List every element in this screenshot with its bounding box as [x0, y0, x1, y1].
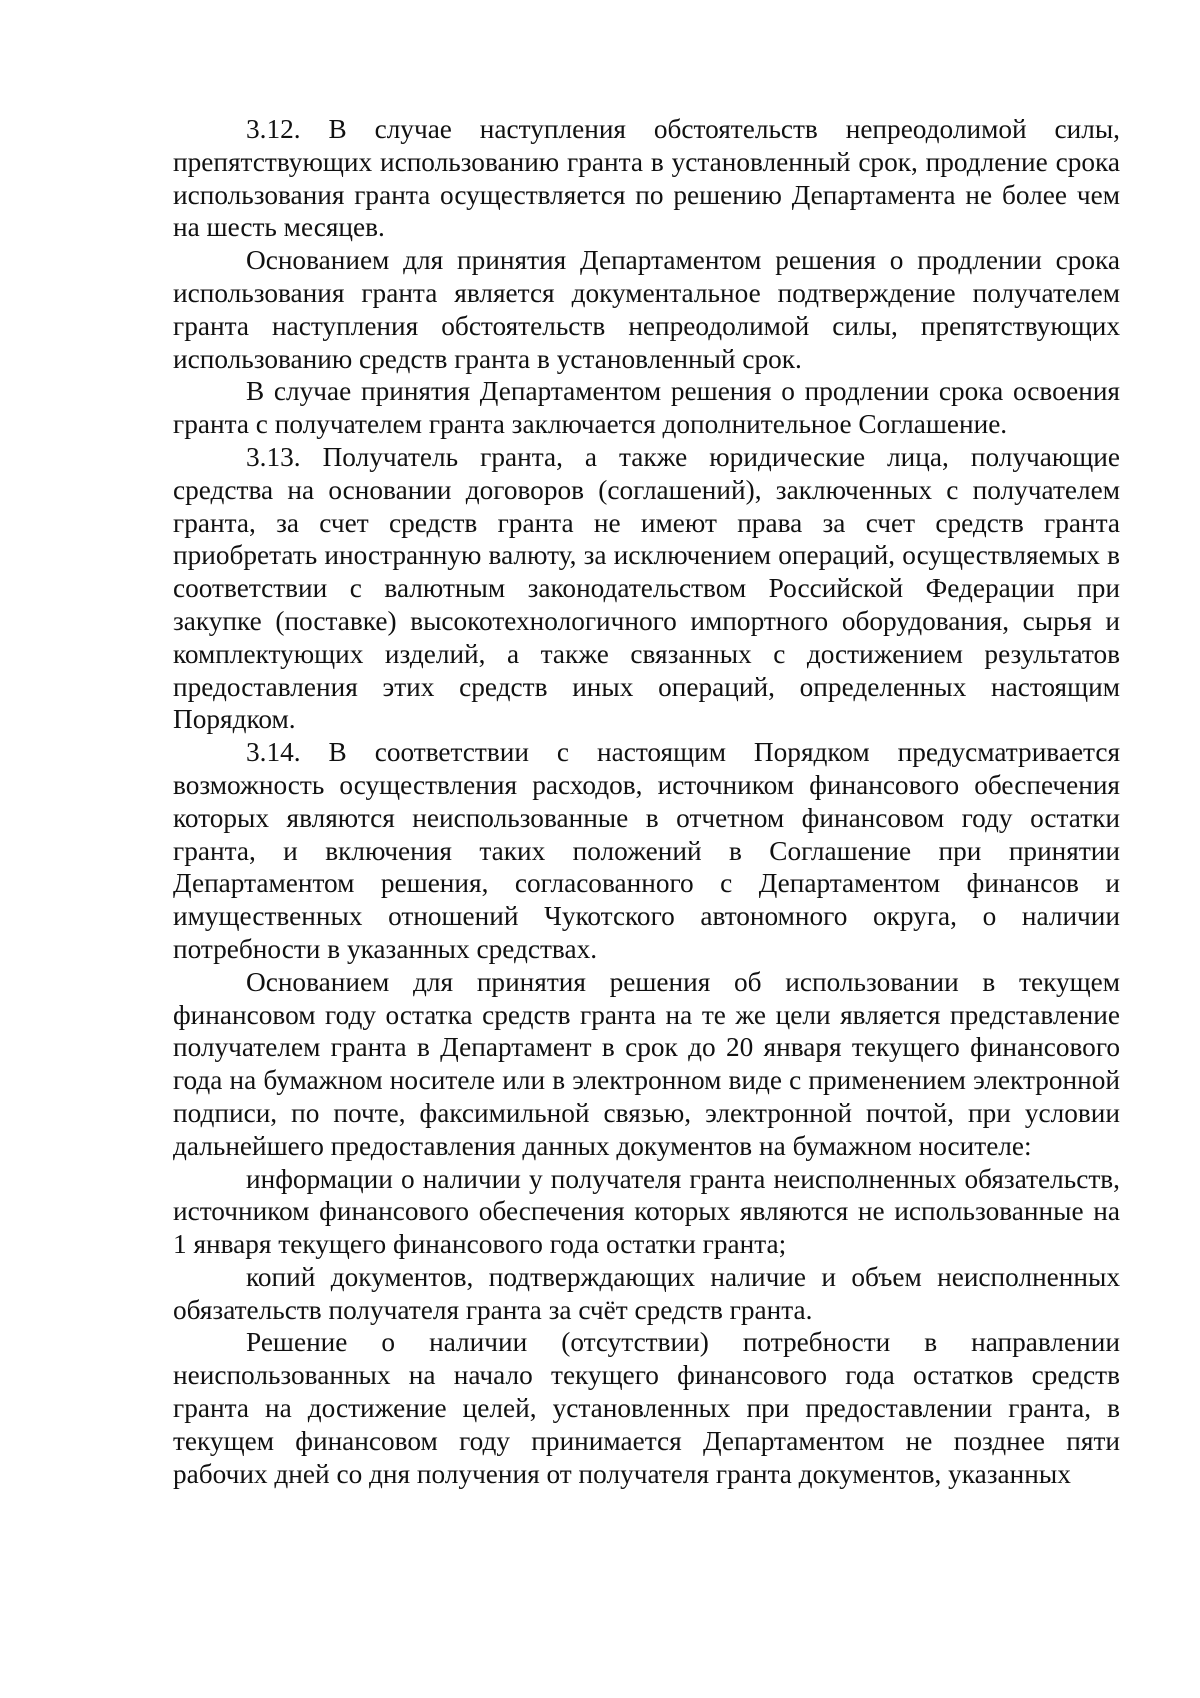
- paragraph-obligations-info: информации о наличии у получателя гранта неисполненных обязательств, источником финансового обеспечения которых являются не использованные на 1 января текущего финансового года остатки гранта;: [173, 1163, 1120, 1260]
- document-body: [173, 113, 1120, 1490]
- paragraph-extension-basis: Основанием для принятия Департаментом решения о продлении срока использования гранта является документальное подтверждение получателем гранта наступления обстоятельств непреодолимой силы, препятствующих использованию средств гранта в установленный срок.: [173, 245, 1120, 374]
- paragraph-document-copies: копий документов, подтверждающих наличие и объем неисполненных обязательств получателя гранта за счёт средств гранта.: [173, 1261, 1120, 1325]
- paragraph-3-14: 3.14. В соответствии с настоящим Порядком предусматривается возможность осуществления расходов, источником финансового обеспечения которых являются неиспользованные в отчетном финансовом году остатки гранта, и включения таких положений в Соглашение при принятии Департаментом решения, согласованного с Департаментом финансов и имущественных отношений Чукотского автономного округа, о наличии потребности в указанных средствах.: [173, 737, 1120, 964]
- paragraph-3-13: 3.13. Получатель гранта, а также юридические лица, получающие средства на основании договоров (соглашений), заключенных с получателем гранта, за счет средств гранта не имеют права за счет средств гранта приобретать иностранную валюту, за исключением операций, осуществляемых в соответствии с валютным законодательством Российской Федерации при закупке (поставке) высокотехнологичного импортного оборудования, сырья и комплектующих изделий, а также связанных с достижением результатов предоставления этих средств иных операций, определенных настоящим Порядком.: [173, 441, 1120, 735]
- paragraph-decision: Решение о наличии (отсутствии) потребности в направлении неиспользованных на начало текущего финансового года остатков средств гранта на достижение целей, установленных при предоставлении гранта, в текущем финансовом году принимается Департаментом не позднее пяти рабочих дней со дня получения от получателя гранта документов, указанных: [173, 1327, 1120, 1489]
- paragraph-remainder-basis: Основанием для принятия решения об использовании в текущем финансовом году остатка средств гранта на те же цели является представление получателем гранта в Департамент в срок до 20 января текущего финансового года на бумажном носителе или в электронном виде с применением электронной подписи, по почте, факсимильной связью, электронной почтой, при условии дальнейшего предоставления данных документов на бумажном носителе:: [173, 966, 1120, 1161]
- paragraph-3-12: 3.12. В случае наступления обстоятельств непреодолимой силы, препятствующих использованию гранта в установленный срок, продление срока использования гранта осуществляется по решению Департамента не более чем на шесть месяцев.: [173, 114, 1120, 243]
- paragraph-additional-agreement: В случае принятия Департаментом решения о продлении срока освоения гранта с получателем гранта заключается дополнительное Соглашение.: [173, 376, 1120, 440]
